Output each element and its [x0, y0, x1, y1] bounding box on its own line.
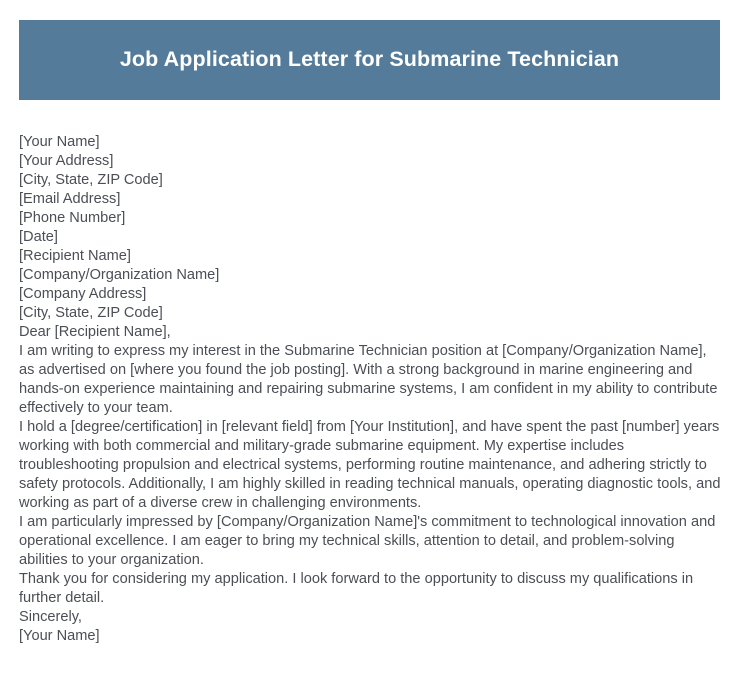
- letter-line: [Company Address]: [19, 286, 147, 302]
- letter-line: [Date]: [19, 229, 58, 245]
- letter-paragraph: I hold a [degree/certification] in [relevant field] from [Your Institution], and have spent the past [number] years working with both commercial and military-grade submarine equipment. My expertise includes troubleshooting propulsion and electrical systems, performing routine maintenance, and adhering strictly to safety protocols. Additionally, I am highly skilled in reading technical manuals, operating diagnostic tools, and working as part of a diverse crew in challenging environments.: [19, 419, 721, 511]
- page-title: Job Application Letter for Submarine Technician: [119, 47, 620, 72]
- letter-paragraph: I am writing to express my interest in the Submarine Technician position at [Company/Organization Name], as advertised on [where you found the job posting]. With a strong background in marine engineering and hands-on experience maintaining and repairing submarine systems, I am confident in my ability to contribute effectively to your team.: [19, 343, 718, 416]
- letter-line: [Your Name]: [19, 134, 100, 150]
- letter-paragraph: Thank you for considering my application. I look forward to the opportunity to discuss my qualifications in further detail.: [19, 571, 694, 606]
- letter-line: [Your Address]: [19, 153, 114, 169]
- letter-line: [Phone Number]: [19, 210, 126, 226]
- letter-line: [Company/Organization Name]: [19, 267, 220, 283]
- letter-closing: Sincerely,: [19, 609, 82, 625]
- letter-salutation: Dear [Recipient Name],: [19, 324, 171, 340]
- letter-line: [Email Address]: [19, 191, 121, 207]
- document-header-banner: [19, 20, 720, 100]
- letter-line: [City, State, ZIP Code]: [19, 305, 163, 321]
- letter-signature: [Your Name]: [19, 628, 100, 644]
- letter-line: [City, State, ZIP Code]: [19, 172, 163, 188]
- letter-line: [Recipient Name]: [19, 248, 131, 264]
- letter-body: [19, 133, 723, 646]
- letter-paragraph: I am particularly impressed by [Company/Organization Name]'s commitment to technological innovation and operational excellence. I am eager to bring my technical skills, attention to detail, and problem-solving abilities to your organization.: [19, 514, 716, 568]
